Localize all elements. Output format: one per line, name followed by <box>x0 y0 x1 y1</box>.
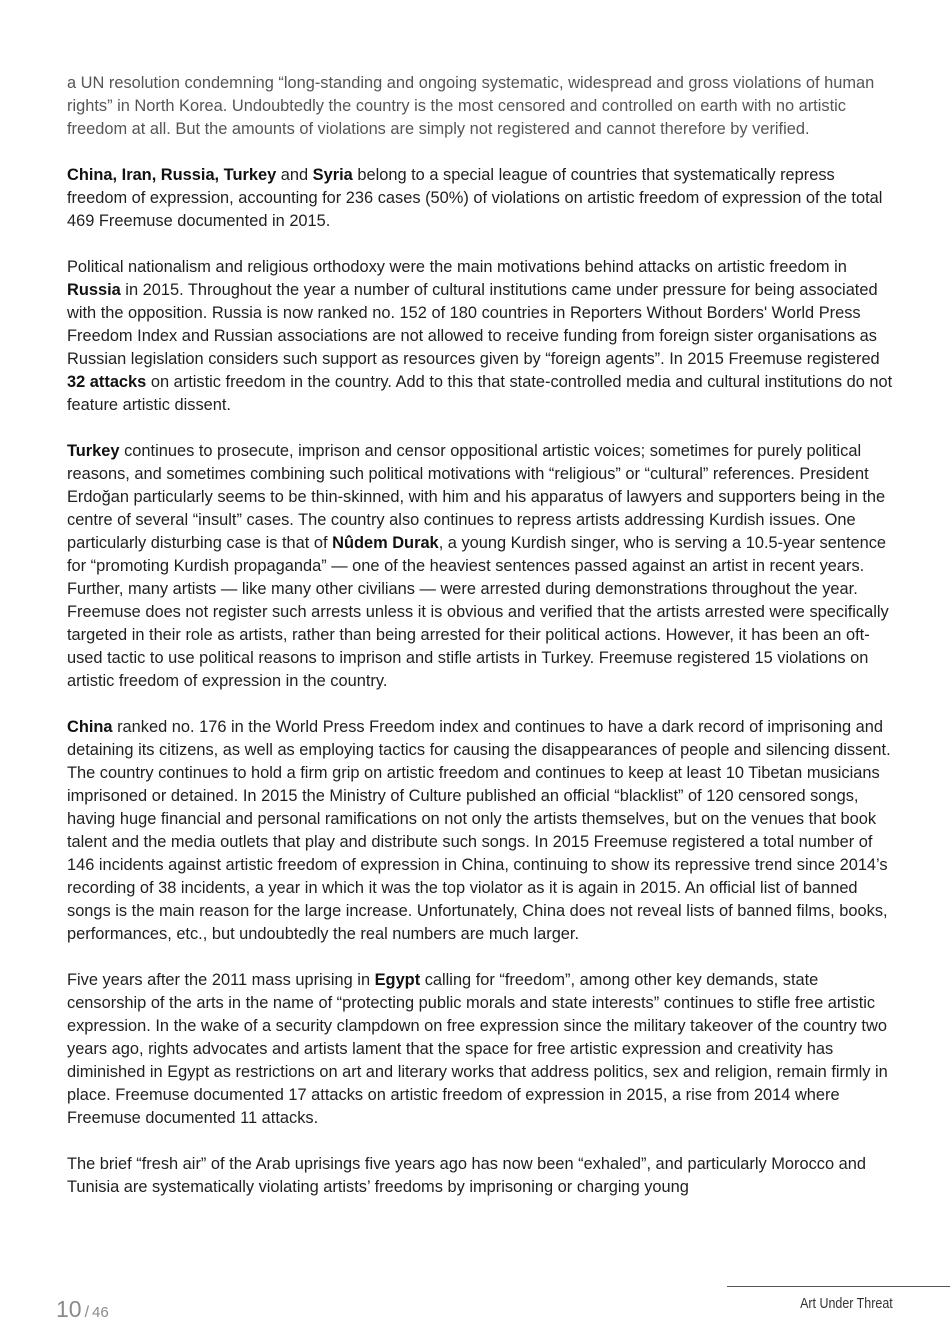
paragraph <box>67 164 897 233</box>
bold-text: Turkey <box>67 442 120 460</box>
paragraph <box>67 256 897 417</box>
text-run: ranked no. 176 in the World Press Freedom index and continues to have a dark record of imprisoning and detaining its citizens, as well as employing tactics for causing the disappearances of people and silencing dissent. The country continues to hold a firm grip on artistic freedom and continues to keep at least 10 Tibetan musicians imprisoned or detained. In 2015 the Ministry of Culture published an official “blacklist” of 120 censored songs, having huge financial and personal ramifications on not only the artists themselves, but on the venues that book talent and the media outlets that play and distribute such songs. In 2015 Freemuse registered a total number of 146 incidents against artistic freedom of expression in China, continuing to show its repressive trend since 2014’s recording of 38 incidents, a year in which it was the top violator as it is again in 2015. An official list of banned songs is the main reason for the large increase. Unfortunately, China does not reveal lists of banned films, books, performances, etc., but undoubtedly the real numbers are much larger. <box>67 718 891 943</box>
page-separator: / <box>84 1304 90 1321</box>
bold-text: Syria <box>312 166 353 184</box>
text-run: calling for “freedom”, among other key demands, state censorship of the arts in the name of “protecting public morals and state interests” continues to stifle free artistic expression. In the wake of a security clampdown on free expression since the military takeover of the country two years ago, rights advocates and artists lament that the space for free artistic expression and creativity has diminished in Egypt as restrictions on art and literary works that address politics, sex and religion, remain firmly in place. Freemuse documented 17 attacks on artistic freedom of expression in 2015, a rise from 2014 where Freemuse documented 11 attacks. <box>67 971 888 1127</box>
text-run: The brief “fresh air” of the Arab uprisings five years ago has now been “exhaled”, and particularly Morocco and Tunisia are systematically violating artists’ freedoms by imprisoning or charging young <box>67 1155 867 1196</box>
text-run: continues to prosecute, imprison and censor oppositional artistic voices; sometimes for purely political reasons, and sometimes combining such political motivations with “religious” or “cultural” references. President Erdoğan particularly seems to be thin-skinned, with him and his apparatus of lawyers and supporters being in the centre of several “insult” cases. The country also continues to repress artists addressing Kurdish issues. One particularly disturbing case is that of <box>67 442 886 552</box>
text-run: and <box>276 166 313 184</box>
text-run: Political nationalism and religious orthodoxy were the main motivations behind attacks on artistic freedom in <box>67 258 847 276</box>
document-title: Art Under Threat <box>800 1296 893 1312</box>
paragraph <box>67 440 897 693</box>
paragraph <box>67 716 897 946</box>
bold-text: 32 attacks <box>67 373 147 391</box>
text-run: a UN resolution condemning “long-standing and ongoing systematic, widespread and gross violations of human rights” in North Korea. Undoubtedly the country is the most censored and controlled on earth with no artistic freedom at all. But the amounts of violations are simply not registered and cannot therefore by verified. <box>67 74 875 138</box>
paragraph <box>67 72 897 141</box>
bold-text: Nûdem Durak <box>332 534 439 552</box>
page-current: 10 <box>56 1296 82 1322</box>
text-run: on artistic freedom in the country. Add to this that state-controlled media and cultural institutions do not feature artistic dissent. <box>67 373 893 414</box>
body-text <box>67 72 897 1222</box>
paragraph <box>67 1153 897 1199</box>
text-run: in 2015. Throughout the year a number of cultural institutions came under pressure for being associated with the opposition. Russia is now ranked no. 152 of 180 countries in Reporters Without Borders' World Press Freedom Index and Russian associations are not allowed to receive funding from foreign sister organisations as Russian legislation considers such support as resources given by “foreign agents”. In 2015 Freemuse registered <box>67 281 880 368</box>
text-run: belong to a special league of countries that systematically repress freedom of expression, accounting for 236 cases (50%) of violations on artistic freedom of expression of the total 469 Freemuse documented in 2015. <box>67 166 883 230</box>
text-run: , a young Kurdish singer, who is serving a 10.5-year sentence for “promoting Kurdish propaganda” — one of the heaviest sentences passed against an artist in recent years. Further, many artists — like many other civilians — were arrested during demonstrations throughout the year. Freemuse does not register such arrests unless it is obvious and verified that the artists arrested were specifically targeted in their role as artists, rather than being arrested for their political actions. However, it has been an oft-used tactic to use political reasons to imprison and stifle artists in Turkey. Freemuse registered 15 violations on artistic freedom of expression in the country. <box>67 534 889 690</box>
bold-text: China, Iran, Russia, Turkey <box>67 166 277 184</box>
page-number <box>56 1296 109 1323</box>
footer-divider <box>727 1286 950 1287</box>
page-total: 46 <box>92 1304 109 1321</box>
bold-text: Egypt <box>374 971 421 989</box>
bold-text: China <box>67 718 113 736</box>
paragraph <box>67 969 897 1130</box>
bold-text: Russia <box>67 281 121 299</box>
text-run: Five years after the 2011 mass uprising in <box>67 971 375 989</box>
